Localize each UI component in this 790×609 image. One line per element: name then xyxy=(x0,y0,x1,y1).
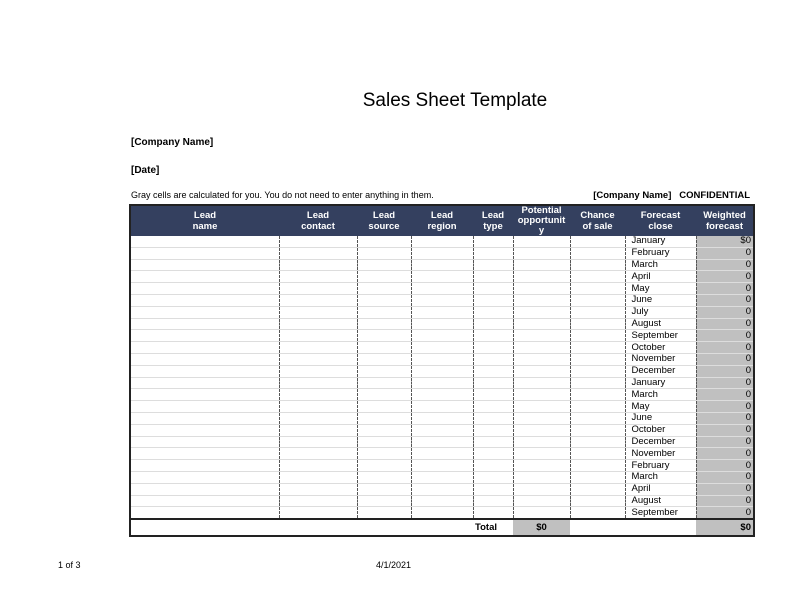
cell-lead-region[interactable] xyxy=(411,247,473,259)
table-row xyxy=(130,507,754,519)
cell-forecast-close[interactable]: August xyxy=(625,318,696,330)
cell-lead-source[interactable] xyxy=(357,247,411,259)
cell-chance-of-sale[interactable] xyxy=(570,236,625,247)
cell-lead-type[interactable] xyxy=(473,353,513,365)
cell-weighted-forecast: 0 xyxy=(696,471,754,483)
cell-weighted-forecast: 0 xyxy=(696,271,754,283)
cell-lead-contact[interactable] xyxy=(279,283,357,295)
cell-forecast-close[interactable]: June xyxy=(625,294,696,306)
cell-lead-contact[interactable] xyxy=(279,412,357,424)
header-potential-opportunity xyxy=(513,205,570,236)
instructions-note: Gray cells are calculated for you. You do not need to enter anything in them. xyxy=(131,190,434,200)
cell-potential-opportunity[interactable] xyxy=(513,353,570,365)
cell-weighted-forecast: $0 xyxy=(696,236,754,247)
cell-chance-of-sale[interactable] xyxy=(570,412,625,424)
cell-forecast-close[interactable]: October xyxy=(625,342,696,354)
header-line: Lead xyxy=(193,210,217,221)
cell-lead-type[interactable] xyxy=(473,448,513,460)
header-line: type xyxy=(483,221,503,232)
cell-lead-region[interactable] xyxy=(411,436,473,448)
header-lead-source xyxy=(357,205,411,236)
cell-potential-opportunity[interactable] xyxy=(513,294,570,306)
header-line: Lead xyxy=(481,210,505,221)
cell-lead-contact[interactable] xyxy=(279,436,357,448)
cell-potential-opportunity[interactable] xyxy=(513,306,570,318)
cell-chance-of-sale[interactable] xyxy=(570,389,625,401)
cell-lead-contact[interactable] xyxy=(279,377,357,389)
cell-chance-of-sale[interactable] xyxy=(570,365,625,377)
table-row xyxy=(130,412,754,424)
cell-lead-type[interactable] xyxy=(473,483,513,495)
header-line: y xyxy=(538,225,545,236)
cell-lead-type[interactable] xyxy=(473,471,513,483)
cell-lead-type[interactable] xyxy=(473,424,513,436)
cell-lead-source[interactable] xyxy=(357,483,411,495)
cell-chance-of-sale[interactable] xyxy=(570,401,625,413)
cell-chance-of-sale[interactable] xyxy=(570,271,625,283)
cell-lead-source[interactable] xyxy=(357,412,411,424)
cell-forecast-close[interactable]: August xyxy=(625,495,696,507)
cell-lead-name[interactable] xyxy=(130,401,279,413)
cell-potential-opportunity[interactable] xyxy=(513,507,570,519)
cell-lead-source[interactable] xyxy=(357,471,411,483)
table-row xyxy=(130,342,754,354)
cell-lead-contact[interactable] xyxy=(279,495,357,507)
cell-lead-source[interactable] xyxy=(357,460,411,472)
header-line: Potential xyxy=(521,205,562,216)
cell-lead-type[interactable] xyxy=(473,318,513,330)
header-lead-type xyxy=(473,205,513,236)
header-line: Lead xyxy=(430,210,454,221)
cell-chance-of-sale[interactable] xyxy=(570,483,625,495)
date-field[interactable]: [Date] xyxy=(131,165,160,176)
cell-lead-name[interactable] xyxy=(130,306,279,318)
header-line: contact xyxy=(301,221,335,232)
cell-chance-of-sale[interactable] xyxy=(570,471,625,483)
cell-potential-opportunity[interactable] xyxy=(513,330,570,342)
cell-forecast-close[interactable]: November xyxy=(625,448,696,460)
cell-lead-name[interactable] xyxy=(130,377,279,389)
cell-weighted-forecast: 0 xyxy=(696,460,754,472)
cell-lead-source[interactable] xyxy=(357,283,411,295)
cell-potential-opportunity[interactable] xyxy=(513,377,570,389)
cell-lead-type[interactable] xyxy=(473,412,513,424)
cell-lead-region[interactable] xyxy=(411,448,473,460)
total-row xyxy=(130,519,754,536)
cell-lead-name[interactable] xyxy=(130,342,279,354)
cell-forecast-close[interactable]: November xyxy=(625,353,696,365)
table-row xyxy=(130,495,754,507)
cell-chance-of-sale[interactable] xyxy=(570,424,625,436)
table-row xyxy=(130,283,754,295)
cell-lead-source[interactable] xyxy=(357,401,411,413)
header-line: opportunit xyxy=(517,215,566,226)
cell-lead-contact[interactable] xyxy=(279,507,357,519)
cell-lead-name[interactable] xyxy=(130,436,279,448)
cell-forecast-close[interactable]: December xyxy=(625,365,696,377)
cell-chance-of-sale[interactable] xyxy=(570,330,625,342)
table-row xyxy=(130,294,754,306)
table-row xyxy=(130,271,754,283)
cell-lead-region[interactable] xyxy=(411,236,473,247)
cell-lead-name[interactable] xyxy=(130,318,279,330)
cell-lead-region[interactable] xyxy=(411,259,473,271)
cell-lead-region[interactable] xyxy=(411,294,473,306)
cell-lead-name[interactable] xyxy=(130,507,279,519)
cell-lead-source[interactable] xyxy=(357,353,411,365)
cell-lead-contact[interactable] xyxy=(279,365,357,377)
table-row xyxy=(130,247,754,259)
cell-lead-name[interactable] xyxy=(130,471,279,483)
cell-lead-name[interactable] xyxy=(130,483,279,495)
cell-lead-region[interactable] xyxy=(411,318,473,330)
cell-potential-opportunity[interactable] xyxy=(513,448,570,460)
cell-forecast-close[interactable]: October xyxy=(625,424,696,436)
total-weighted: $0 xyxy=(696,519,754,536)
cell-chance-of-sale[interactable] xyxy=(570,318,625,330)
cell-lead-region[interactable] xyxy=(411,330,473,342)
cell-chance-of-sale[interactable] xyxy=(570,247,625,259)
cell-weighted-forecast: 0 xyxy=(696,365,754,377)
cell-lead-region[interactable] xyxy=(411,342,473,354)
cell-lead-name[interactable] xyxy=(130,294,279,306)
cell-weighted-forecast: 0 xyxy=(696,259,754,271)
company-name[interactable]: [Company Name] xyxy=(131,137,214,148)
cell-lead-region[interactable] xyxy=(411,377,473,389)
cell-chance-of-sale[interactable] xyxy=(570,306,625,318)
table-row xyxy=(130,436,754,448)
cell-weighted-forecast: 0 xyxy=(696,318,754,330)
cell-lead-source[interactable] xyxy=(357,318,411,330)
cell-weighted-forecast: 0 xyxy=(696,377,754,389)
cell-forecast-close[interactable]: January xyxy=(625,377,696,389)
cell-lead-contact[interactable] xyxy=(279,389,357,401)
header-weighted-forecast xyxy=(696,205,754,236)
table-row xyxy=(130,389,754,401)
cell-potential-opportunity[interactable] xyxy=(513,236,570,247)
cell-lead-contact[interactable] xyxy=(279,271,357,283)
cell-potential-opportunity[interactable] xyxy=(513,471,570,483)
cell-lead-source[interactable] xyxy=(357,436,411,448)
cell-chance-of-sale[interactable] xyxy=(570,448,625,460)
cell-potential-opportunity[interactable] xyxy=(513,247,570,259)
page-title: Sales Sheet Template xyxy=(362,90,548,111)
cell-lead-region[interactable] xyxy=(411,271,473,283)
cell-potential-opportunity[interactable] xyxy=(513,283,570,295)
cell-lead-source[interactable] xyxy=(357,507,411,519)
cell-weighted-forecast: 0 xyxy=(696,306,754,318)
cell-potential-opportunity[interactable] xyxy=(513,495,570,507)
cell-lead-type[interactable] xyxy=(473,306,513,318)
cell-chance-of-sale[interactable] xyxy=(570,283,625,295)
table-row xyxy=(130,483,754,495)
sales-table xyxy=(129,204,755,537)
cell-forecast-close[interactable]: September xyxy=(625,330,696,342)
header-line: Weighted xyxy=(703,210,746,221)
table-row xyxy=(130,460,754,472)
cell-lead-type[interactable] xyxy=(473,495,513,507)
cell-lead-name[interactable] xyxy=(130,495,279,507)
cell-lead-name[interactable] xyxy=(130,330,279,342)
table-row xyxy=(130,448,754,460)
cell-lead-name[interactable] xyxy=(130,283,279,295)
cell-lead-source[interactable] xyxy=(357,377,411,389)
cell-potential-opportunity[interactable] xyxy=(513,389,570,401)
cell-lead-type[interactable] xyxy=(473,460,513,472)
cell-weighted-forecast: 0 xyxy=(696,283,754,295)
cell-weighted-forecast: 0 xyxy=(696,330,754,342)
cell-chance-of-sale[interactable] xyxy=(570,495,625,507)
cell-potential-opportunity[interactable] xyxy=(513,318,570,330)
cell-forecast-close[interactable]: July xyxy=(625,306,696,318)
cell-lead-type[interactable] xyxy=(473,342,513,354)
cell-lead-contact[interactable] xyxy=(279,448,357,460)
cell-lead-region[interactable] xyxy=(411,306,473,318)
cell-weighted-forecast: 0 xyxy=(696,412,754,424)
table-row xyxy=(130,236,754,247)
header-line: region xyxy=(427,221,457,232)
cell-lead-name[interactable] xyxy=(130,247,279,259)
cell-lead-contact[interactable] xyxy=(279,318,357,330)
cell-chance-of-sale[interactable] xyxy=(570,436,625,448)
table-row xyxy=(130,471,754,483)
cell-lead-name[interactable] xyxy=(130,424,279,436)
cell-potential-opportunity[interactable] xyxy=(513,342,570,354)
table-row xyxy=(130,353,754,365)
cell-potential-opportunity[interactable] xyxy=(513,271,570,283)
cell-lead-type[interactable] xyxy=(473,259,513,271)
cell-chance-of-sale[interactable] xyxy=(570,460,625,472)
cell-lead-source[interactable] xyxy=(357,495,411,507)
cell-lead-region[interactable] xyxy=(411,471,473,483)
cell-lead-region[interactable] xyxy=(411,365,473,377)
cell-weighted-forecast: 0 xyxy=(696,448,754,460)
header-lead-region xyxy=(411,205,473,236)
cell-lead-name[interactable] xyxy=(130,460,279,472)
cell-lead-source[interactable] xyxy=(357,271,411,283)
cell-potential-opportunity[interactable] xyxy=(513,259,570,271)
header-line: Lead xyxy=(306,210,330,221)
header-line: name xyxy=(192,221,218,232)
cell-potential-opportunity[interactable] xyxy=(513,412,570,424)
cell-weighted-forecast: 0 xyxy=(696,436,754,448)
cell-lead-region[interactable] xyxy=(411,460,473,472)
table-row xyxy=(130,401,754,413)
total-label: Total xyxy=(473,519,513,536)
cell-lead-contact[interactable] xyxy=(279,460,357,472)
cell-lead-source[interactable] xyxy=(357,448,411,460)
table-row xyxy=(130,424,754,436)
cell-weighted-forecast: 0 xyxy=(696,294,754,306)
cell-forecast-close[interactable]: March xyxy=(625,259,696,271)
header-line: Chance xyxy=(580,210,615,221)
cell-forecast-close[interactable]: February xyxy=(625,247,696,259)
cell-lead-source[interactable] xyxy=(357,259,411,271)
cell-forecast-close[interactable]: February xyxy=(625,460,696,472)
cell-lead-region[interactable] xyxy=(411,412,473,424)
table-row xyxy=(130,259,754,271)
cell-lead-type[interactable] xyxy=(473,330,513,342)
cell-forecast-close[interactable]: December xyxy=(625,436,696,448)
table-row xyxy=(130,330,754,342)
cell-forecast-close[interactable]: May xyxy=(625,283,696,295)
cell-potential-opportunity[interactable] xyxy=(513,460,570,472)
cell-lead-contact[interactable] xyxy=(279,342,357,354)
cell-lead-name[interactable] xyxy=(130,448,279,460)
cell-forecast-close[interactable]: May xyxy=(625,401,696,413)
cell-lead-type[interactable] xyxy=(473,507,513,519)
table-row xyxy=(130,365,754,377)
cell-lead-source[interactable] xyxy=(357,365,411,377)
cell-forecast-close[interactable]: April xyxy=(625,271,696,283)
cell-lead-type[interactable] xyxy=(473,271,513,283)
cell-lead-type[interactable] xyxy=(473,365,513,377)
page-number: 1 of 3 xyxy=(58,560,81,570)
cell-lead-source[interactable] xyxy=(357,236,411,247)
header-line: close xyxy=(648,221,673,232)
header-line: source xyxy=(368,221,400,232)
total-spacer xyxy=(130,519,473,536)
cell-chance-of-sale[interactable] xyxy=(570,377,625,389)
header-line: Lead xyxy=(372,210,396,221)
cell-lead-name[interactable] xyxy=(130,365,279,377)
cell-weighted-forecast: 0 xyxy=(696,389,754,401)
cell-lead-contact[interactable] xyxy=(279,294,357,306)
cell-lead-source[interactable] xyxy=(357,342,411,354)
cell-weighted-forecast: 0 xyxy=(696,495,754,507)
cell-lead-contact[interactable] xyxy=(279,306,357,318)
cell-chance-of-sale[interactable] xyxy=(570,342,625,354)
cell-lead-region[interactable] xyxy=(411,507,473,519)
cell-weighted-forecast: 0 xyxy=(696,401,754,413)
cell-lead-name[interactable] xyxy=(130,412,279,424)
cell-lead-contact[interactable] xyxy=(279,401,357,413)
table-row xyxy=(130,318,754,330)
cell-lead-contact[interactable] xyxy=(279,247,357,259)
table-row xyxy=(130,306,754,318)
print-date: 4/1/2021 xyxy=(376,560,412,570)
cell-weighted-forecast: 0 xyxy=(696,353,754,365)
cell-lead-contact[interactable] xyxy=(279,424,357,436)
cell-lead-type[interactable] xyxy=(473,236,513,247)
cell-weighted-forecast: 0 xyxy=(696,247,754,259)
cell-lead-region[interactable] xyxy=(411,495,473,507)
cell-potential-opportunity[interactable] xyxy=(513,436,570,448)
cell-lead-name[interactable] xyxy=(130,236,279,247)
cell-lead-contact[interactable] xyxy=(279,483,357,495)
confidential-label xyxy=(593,190,750,201)
cell-forecast-close[interactable]: March xyxy=(625,471,696,483)
cell-forecast-close[interactable]: September xyxy=(625,507,696,519)
cell-lead-name[interactable] xyxy=(130,259,279,271)
cell-lead-contact[interactable] xyxy=(279,236,357,247)
confidential-text: CONFIDENTIAL xyxy=(679,190,750,201)
cell-lead-name[interactable] xyxy=(130,389,279,401)
cell-potential-opportunity[interactable] xyxy=(513,483,570,495)
header-line: Forecast xyxy=(640,210,681,221)
header-line: of sale xyxy=(582,221,613,232)
cell-lead-type[interactable] xyxy=(473,377,513,389)
cell-lead-type[interactable] xyxy=(473,389,513,401)
cell-chance-of-sale[interactable] xyxy=(570,294,625,306)
cell-weighted-forecast: 0 xyxy=(696,507,754,519)
cell-lead-type[interactable] xyxy=(473,294,513,306)
total-potential: $0 xyxy=(513,519,570,536)
cell-lead-region[interactable] xyxy=(411,401,473,413)
cell-lead-source[interactable] xyxy=(357,424,411,436)
header-forecast-close xyxy=(625,205,696,236)
cell-potential-opportunity[interactable] xyxy=(513,365,570,377)
table-row xyxy=(130,377,754,389)
cell-lead-region[interactable] xyxy=(411,283,473,295)
cell-lead-region[interactable] xyxy=(411,389,473,401)
cell-lead-contact[interactable] xyxy=(279,353,357,365)
cell-lead-source[interactable] xyxy=(357,294,411,306)
cell-lead-contact[interactable] xyxy=(279,259,357,271)
cell-lead-source[interactable] xyxy=(357,389,411,401)
cell-forecast-close[interactable]: June xyxy=(625,412,696,424)
header-chance-of-sale xyxy=(570,205,625,236)
header-row xyxy=(130,205,754,236)
cell-forecast-close[interactable]: March xyxy=(625,389,696,401)
cell-weighted-forecast: 0 xyxy=(696,342,754,354)
cell-lead-name[interactable] xyxy=(130,271,279,283)
cell-lead-region[interactable] xyxy=(411,483,473,495)
cell-weighted-forecast: 0 xyxy=(696,483,754,495)
cell-forecast-close[interactable]: January xyxy=(625,236,696,247)
cell-lead-region[interactable] xyxy=(411,424,473,436)
cell-forecast-close[interactable]: April xyxy=(625,483,696,495)
cell-lead-type[interactable] xyxy=(473,401,513,413)
cell-lead-region[interactable] xyxy=(411,353,473,365)
cell-lead-type[interactable] xyxy=(473,283,513,295)
cell-lead-type[interactable] xyxy=(473,247,513,259)
header-lead-contact xyxy=(279,205,357,236)
total-spacer-2 xyxy=(570,519,696,536)
cell-lead-contact[interactable] xyxy=(279,471,357,483)
cell-potential-opportunity[interactable] xyxy=(513,424,570,436)
cell-lead-name[interactable] xyxy=(130,353,279,365)
confidential-company: [Company Name] xyxy=(593,190,672,201)
cell-potential-opportunity[interactable] xyxy=(513,401,570,413)
header-line: forecast xyxy=(706,221,743,232)
cell-chance-of-sale[interactable] xyxy=(570,259,625,271)
cell-lead-type[interactable] xyxy=(473,436,513,448)
cell-chance-of-sale[interactable] xyxy=(570,507,625,519)
header-lead-name xyxy=(130,205,279,236)
cell-lead-contact[interactable] xyxy=(279,330,357,342)
cell-chance-of-sale[interactable] xyxy=(570,353,625,365)
cell-lead-source[interactable] xyxy=(357,306,411,318)
cell-lead-source[interactable] xyxy=(357,330,411,342)
cell-weighted-forecast: 0 xyxy=(696,424,754,436)
